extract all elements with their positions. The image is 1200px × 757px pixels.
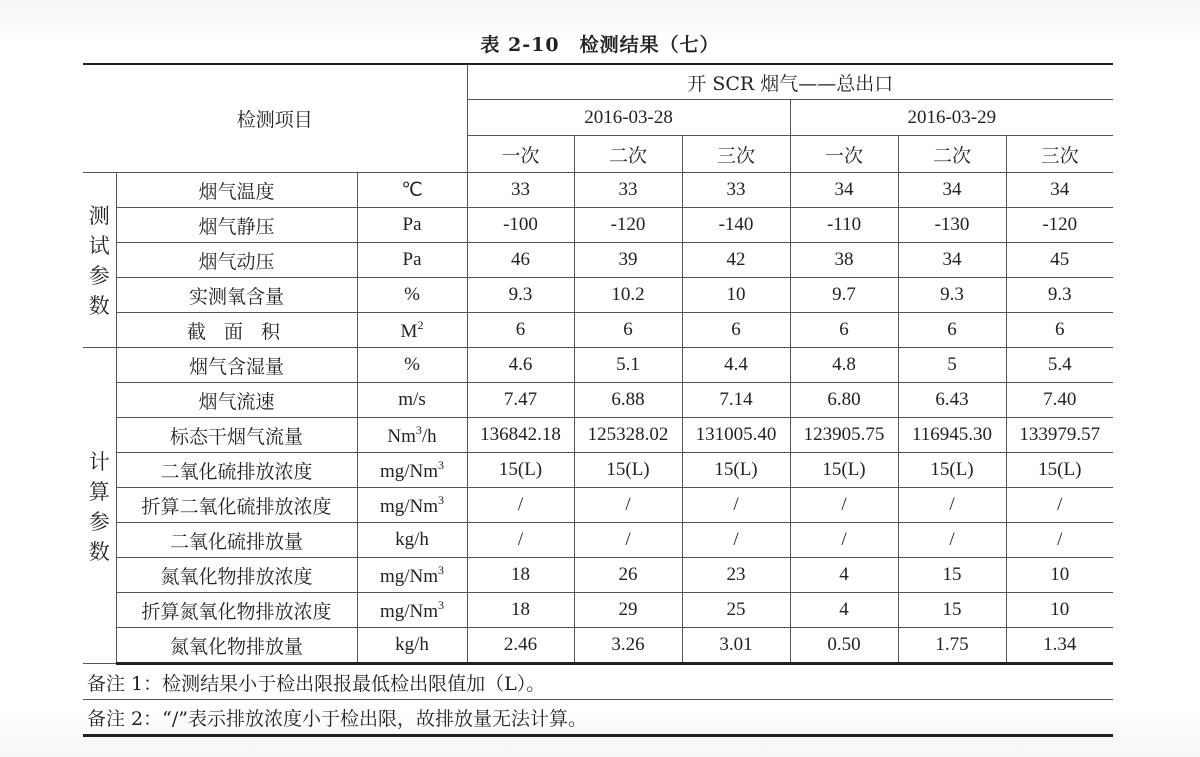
table-caption: 表 2-10 检测结果（七） (480, 34, 720, 56)
value-cell: 33 (682, 173, 790, 208)
group-test-params: 测试参数 (83, 173, 116, 348)
group-calc-params: 计算参数 (83, 348, 116, 664)
value-cell: 39 (574, 243, 682, 278)
param-name: 实测氧含量 (116, 278, 357, 313)
param-name: 烟气含湿量 (116, 348, 357, 383)
header-run: 一次 (467, 136, 574, 173)
param-name: 二氧化硫排放浓度 (116, 453, 357, 488)
value-cell: 42 (682, 243, 790, 278)
table-row (83, 523, 1113, 558)
value-cell: / (574, 523, 682, 558)
value-cell: 4.6 (467, 348, 574, 383)
value-cell: -110 (790, 208, 898, 243)
unit-superscript: 2 (417, 317, 424, 332)
param-unit: Pa (357, 208, 467, 243)
unit-base: mg/Nm (379, 565, 439, 587)
param-name: 烟气温度 (116, 173, 357, 208)
param-name: 折算二氧化硫排放浓度 (116, 488, 357, 523)
unit-base: mg/Nm (379, 460, 439, 482)
param-unit: m/s (357, 383, 467, 418)
param-name: 烟气静压 (116, 208, 357, 243)
value-cell: / (467, 523, 574, 558)
value-cell: 34 (898, 173, 1006, 208)
table-row (83, 418, 1113, 453)
value-cell: / (790, 488, 898, 523)
note-row (83, 664, 1113, 700)
value-cell: 123905.75 (790, 418, 898, 453)
value-cell: 131005.40 (682, 418, 790, 453)
value-cell: 6.43 (898, 383, 1006, 418)
value-cell: / (898, 523, 1006, 558)
value-cell: 5.4 (1006, 348, 1113, 383)
value-cell: 15(L) (467, 453, 574, 488)
param-name: 氮氧化物排放浓度 (116, 558, 357, 593)
value-cell: / (1006, 488, 1113, 523)
value-cell: 33 (574, 173, 682, 208)
value-cell: 15(L) (1006, 453, 1113, 488)
value-cell: 7.14 (682, 383, 790, 418)
value-cell: 4.8 (790, 348, 898, 383)
param-unit: kg/h (357, 628, 467, 664)
unit-superscript: 3 (415, 422, 422, 437)
header-run: 三次 (1006, 136, 1113, 173)
value-cell: 15 (898, 593, 1006, 628)
param-unit: % (357, 348, 467, 383)
value-cell: / (467, 488, 574, 523)
table-row (83, 488, 1113, 523)
note-text: 备注 1：检测结果小于检出限报最低检出限值加（L）。 (83, 664, 1113, 700)
value-cell: 10.2 (574, 278, 682, 313)
value-cell: 33 (467, 173, 574, 208)
unit-superscript: 3 (438, 597, 445, 612)
header-run: 一次 (790, 136, 898, 173)
note-text: 备注 2：“/”表示排放浓度小于检出限，故排放量无法计算。 (83, 700, 1113, 736)
param-unit: ℃ (357, 173, 467, 208)
value-cell: 1.34 (1006, 628, 1113, 664)
value-cell: 6.88 (574, 383, 682, 418)
value-cell: / (574, 488, 682, 523)
unit-base: Nm (387, 425, 416, 447)
unit-base: mg/Nm (379, 600, 439, 622)
value-cell: 34 (790, 173, 898, 208)
param-name: 截 面 积 (116, 313, 357, 348)
value-cell: 1.75 (898, 628, 1006, 664)
value-cell: 38 (790, 243, 898, 278)
header-run: 二次 (574, 136, 682, 173)
param-unit (357, 313, 467, 348)
value-cell: 10 (1006, 593, 1113, 628)
value-cell: 4 (790, 593, 898, 628)
value-cell: 6 (467, 313, 574, 348)
unit-superscript: 3 (438, 492, 445, 507)
value-cell: 26 (574, 558, 682, 593)
unit-base: M (400, 320, 418, 342)
param-unit (357, 453, 467, 488)
value-cell: 7.47 (467, 383, 574, 418)
value-cell: / (1006, 523, 1113, 558)
param-name: 烟气流速 (116, 383, 357, 418)
value-cell: -120 (1006, 208, 1113, 243)
value-cell: 29 (574, 593, 682, 628)
value-cell: 23 (682, 558, 790, 593)
value-cell: 45 (1006, 243, 1113, 278)
value-cell: 34 (1006, 173, 1113, 208)
value-cell: / (682, 523, 790, 558)
unit-superscript: 3 (438, 562, 445, 577)
value-cell: 7.40 (1006, 383, 1113, 418)
value-cell: 6 (1006, 313, 1113, 348)
value-cell: 5.1 (574, 348, 682, 383)
value-cell: -120 (574, 208, 682, 243)
table-row (83, 243, 1113, 278)
value-cell: 46 (467, 243, 574, 278)
param-unit (357, 488, 467, 523)
value-cell: 6 (790, 313, 898, 348)
table-row (83, 313, 1113, 348)
header-date-2: 2016-03-29 (790, 100, 1113, 136)
value-cell: 116945.30 (898, 418, 1006, 453)
value-cell: 15(L) (682, 453, 790, 488)
value-cell: 4 (790, 558, 898, 593)
value-cell: 9.7 (790, 278, 898, 313)
param-unit (357, 418, 467, 453)
unit-tail: /h (421, 425, 437, 447)
value-cell: 6 (682, 313, 790, 348)
header-item-label: 检测项目 (83, 64, 467, 173)
value-cell: -130 (898, 208, 1006, 243)
value-cell: 10 (682, 278, 790, 313)
value-cell: 15(L) (790, 453, 898, 488)
param-name: 氮氧化物排放量 (116, 628, 357, 664)
value-cell: -140 (682, 208, 790, 243)
value-cell: 18 (467, 558, 574, 593)
value-cell: 9.3 (467, 278, 574, 313)
value-cell: 136842.18 (467, 418, 574, 453)
value-cell: 9.3 (1006, 278, 1113, 313)
value-cell: 15(L) (574, 453, 682, 488)
param-name: 烟气动压 (116, 243, 357, 278)
param-name: 二氧化硫排放量 (116, 523, 357, 558)
table-row (83, 278, 1113, 313)
table-row (83, 173, 1113, 208)
note-row (83, 700, 1113, 736)
value-cell: -100 (467, 208, 574, 243)
param-unit: Pa (357, 243, 467, 278)
table-row (83, 383, 1113, 418)
value-cell: 4.4 (682, 348, 790, 383)
value-cell: 3.26 (574, 628, 682, 664)
value-cell: / (898, 488, 1006, 523)
table-row (83, 453, 1113, 488)
table-row (83, 593, 1113, 628)
header-location: 开 SCR 烟气——总出口 (467, 64, 1113, 100)
unit-base: mg/Nm (379, 495, 439, 517)
param-unit (357, 593, 467, 628)
value-cell: 15 (898, 558, 1006, 593)
table-row (83, 558, 1113, 593)
value-cell: 3.01 (682, 628, 790, 664)
table-row (83, 348, 1113, 383)
param-unit (357, 558, 467, 593)
value-cell: 6.80 (790, 383, 898, 418)
value-cell: 15(L) (898, 453, 1006, 488)
value-cell: 9.3 (898, 278, 1006, 313)
header-run: 三次 (682, 136, 790, 173)
value-cell: 18 (467, 593, 574, 628)
value-cell: 0.50 (790, 628, 898, 664)
value-cell: 125328.02 (574, 418, 682, 453)
value-cell: 6 (574, 313, 682, 348)
param-unit: kg/h (357, 523, 467, 558)
header-run: 二次 (898, 136, 1006, 173)
unit-superscript: 3 (438, 457, 445, 472)
value-cell: 10 (1006, 558, 1113, 593)
value-cell: 6 (898, 313, 1006, 348)
value-cell: 2.46 (467, 628, 574, 664)
header-date-1: 2016-03-28 (467, 100, 790, 136)
results-table (83, 63, 1113, 737)
param-unit: % (357, 278, 467, 313)
param-name: 折算氮氧化物排放浓度 (116, 593, 357, 628)
table-row (83, 628, 1113, 664)
value-cell: / (790, 523, 898, 558)
value-cell: / (682, 488, 790, 523)
value-cell: 5 (898, 348, 1006, 383)
param-name: 标态干烟气流量 (116, 418, 357, 453)
table-row (83, 208, 1113, 243)
value-cell: 34 (898, 243, 1006, 278)
value-cell: 133979.57 (1006, 418, 1113, 453)
value-cell: 25 (682, 593, 790, 628)
